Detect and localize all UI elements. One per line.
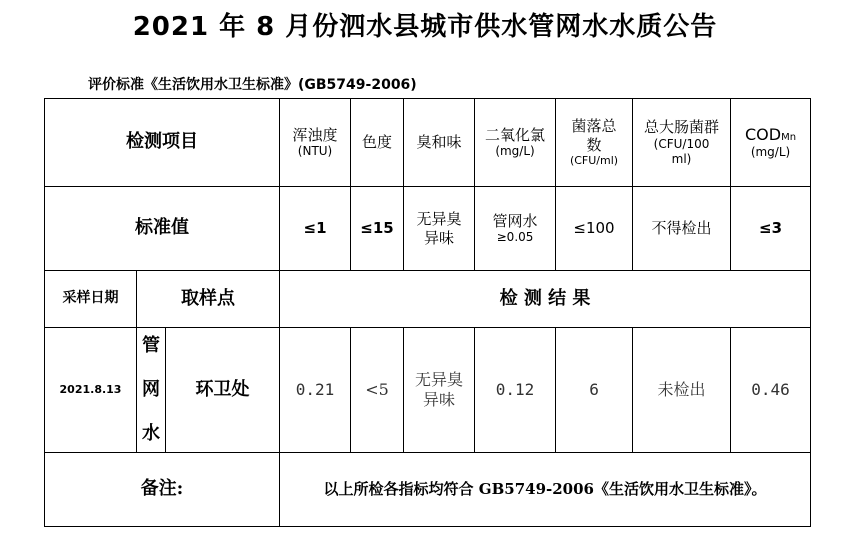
page-title: 2021 年 8 月份泗水县城市供水管网水水质公告 [132,12,718,42]
standard-color: ≤15 [351,187,404,271]
site-label: 取样点 [137,271,280,328]
network-water-label: 管 网 水 [137,328,166,453]
sample-site: 环卫处 [166,328,280,453]
result-chlorine: 0.12 [475,328,556,453]
header-row [45,99,811,187]
result-odor: 无异臭异味 [404,328,475,453]
header-color: 色度 [351,99,404,187]
standard-cod: ≤3 [731,187,811,271]
standard-coliform: 不得检出 [633,187,731,271]
standard-label: 标准值 [45,187,280,271]
result-cod: 0.46 [731,328,811,453]
standard-row [45,187,811,271]
sample-date: 2021.8.13 [45,328,137,453]
standard-chlorine: 管网水 ≥0.05 [475,187,556,271]
header-bacteria: 菌落总数 (CFU/ml) [556,99,633,187]
header-chlorine: 二氧化氯 (mg/L) [475,99,556,187]
standard-odor: 无异臭异味 [404,187,475,271]
standard-turbidity: ≤1 [280,187,351,271]
results-label: 检 测 结 果 [280,271,811,328]
result-bacteria: 6 [556,328,633,453]
header-turbidity: 浑浊度 (NTU) [280,99,351,187]
header-odor: 臭和味 [404,99,475,187]
note-text: 以上所检各指标均符合 GB5749-2006《生活饮用水卫生标准》。 [280,453,811,527]
sample-row [45,328,811,453]
header-cod: CODMn (mg/L) [731,99,811,187]
result-turbidity: 0.21 [280,328,351,453]
header-item: 检测项目 [45,99,280,187]
water-quality-table [44,98,811,527]
result-header-row [45,271,811,328]
result-coliform: 未检出 [633,328,731,453]
standard-bacteria: ≤100 [556,187,633,271]
date-label: 采样日期 [45,271,137,328]
note-label: 备注: [45,453,280,527]
header-coliform: 总大肠菌群 (CFU/100 ml) [633,99,731,187]
evaluation-standard: 评价标准《生活饮用水卫生标准》(GB5749-2006) [88,77,417,93]
result-color: <5 [351,328,404,453]
note-row [45,453,811,527]
